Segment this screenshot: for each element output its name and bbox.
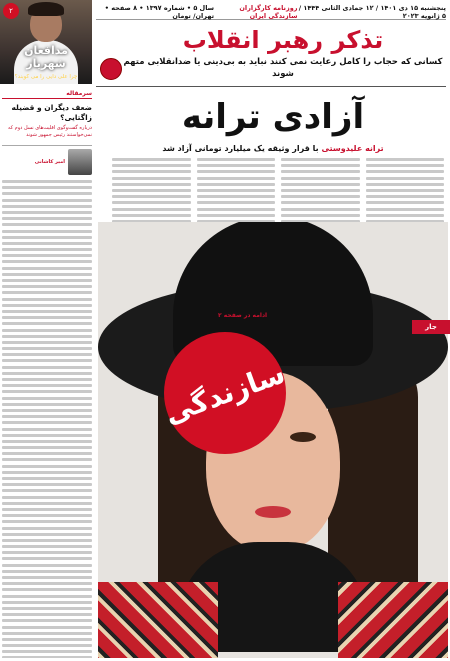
masthead-right: پنجشنبه ۱۵ دی ۱۴۰۱ / ۱۲ جمادی الثانی ۱۴۴۴ / ۵ ژانویه ۲۰۲۳ [298, 3, 446, 20]
masthead-center: روزنامه کارگزاران سازندگی ایران [239, 3, 298, 20]
left-subtitle: درباره گفت‌وگوی اقلیت‌های نسل دوم که نمی‌خواستند رئیس جمهور شوند [7, 125, 92, 138]
logo-seal-icon [100, 58, 122, 80]
headline-title: تذکر رهبر انقلاب [182, 26, 384, 54]
divider [96, 86, 446, 87]
main-photo [98, 222, 448, 658]
left-body-text [2, 180, 92, 658]
promo-subtitle: چرا علی دایی را می کوبند؟ [14, 74, 78, 80]
logo-text: سازندگی [160, 356, 290, 430]
continued-note: ادامه در صفحه ۲ [218, 312, 268, 319]
promo-title: مدافعان شهریار [24, 44, 68, 70]
headline-block [120, 26, 446, 80]
side-ribbon: جار [412, 320, 450, 334]
masthead [96, 4, 446, 20]
author-box [2, 145, 92, 175]
left-kicker: سرمقاله [2, 90, 92, 99]
main-subtitle-name: ترانه علیدوستی [321, 144, 384, 153]
promo-badge: ۲ [3, 3, 19, 19]
main-story [98, 92, 448, 658]
newspaper-logo [160, 332, 290, 454]
main-text-area [98, 92, 448, 227]
main-subtitle-rest: با قرار وثیقه یک میلیارد تومانی آزاد شد [162, 144, 319, 153]
author-avatar [68, 149, 92, 175]
main-title: آزادی ترانه [181, 97, 365, 137]
main-subtitle [118, 144, 428, 153]
left-title: ضعف دیگران و قضیله زاگتایی؟ [11, 103, 92, 122]
promo-box[interactable] [0, 0, 92, 84]
left-column [2, 90, 92, 658]
masthead-left: سال ۵ • شماره ۱۳۹۷ • ۸ صفحه • تهران/ تومان [104, 3, 215, 20]
promo-hair [28, 2, 64, 16]
headline-subtitle: کسانی که حجاب را کامل رعایت نمی کنند نباید به بی‌دینی یا ضدانقلابی متهم شوند [123, 57, 443, 79]
author-name: امیر کاشانی [34, 159, 65, 165]
